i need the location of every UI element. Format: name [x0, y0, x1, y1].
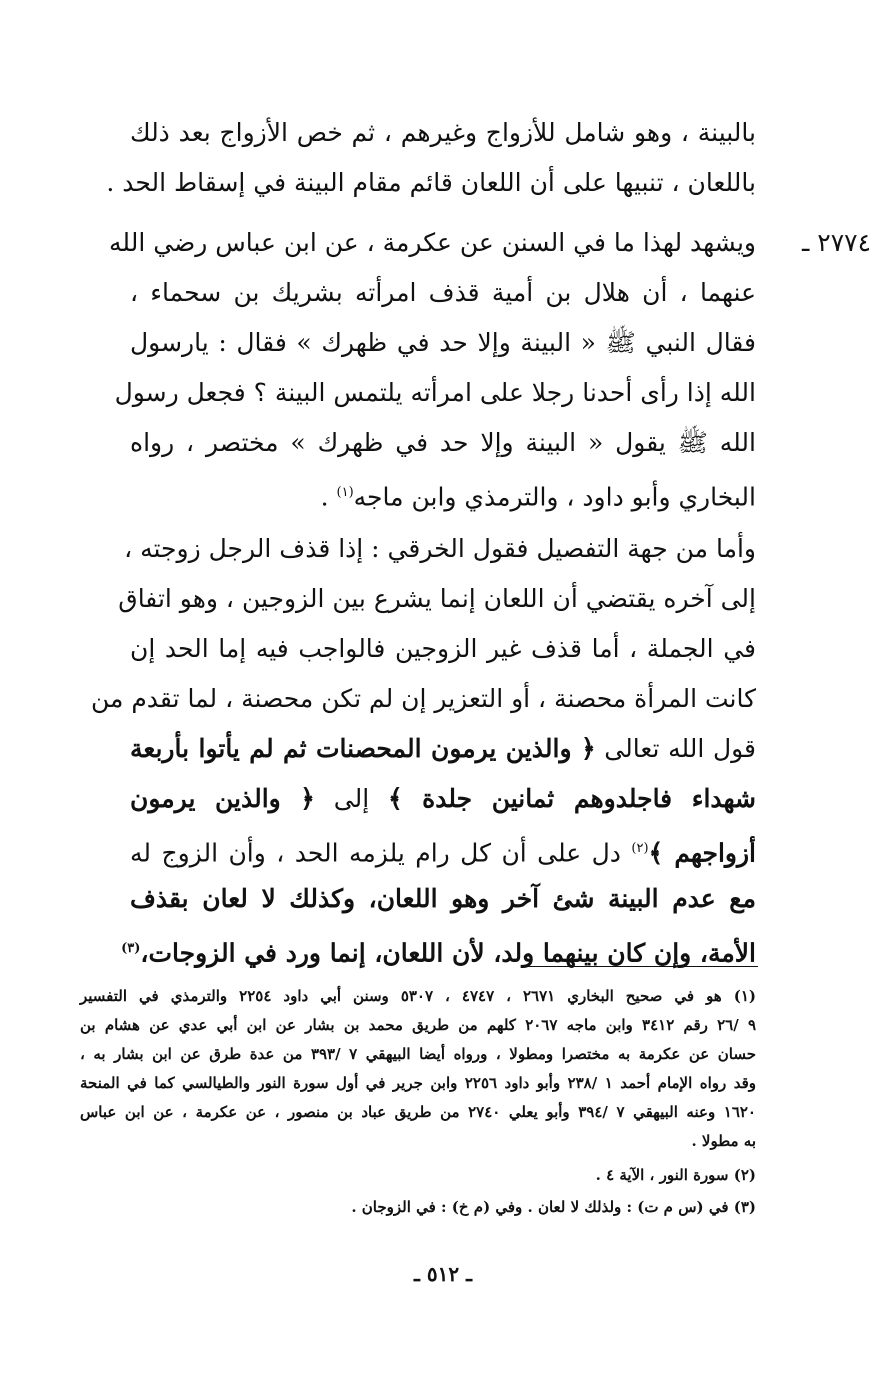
footnote-line: حسان عن عكرمة به مختصرا ومطولا ، ورواه أيضا البيهقي ٧ /٣٩٣ من عدة طرق عن ابن بشار به ،	[80, 1045, 756, 1063]
quran-quote: أزواجهم ﴾	[648, 838, 757, 868]
body-line: مع عدم البينة شئ آخر وهو اللعان، وكذلك لا لعان بقذف	[130, 884, 756, 913]
body-line: الله ﷺ يقول « البينة وإلا حد في ظهرك » مختصر ، رواه	[130, 428, 756, 457]
footnote-line: به مطولا .	[691, 1132, 756, 1150]
body-line: إلى آخره يقتضي أن اللعان إنما يشرع بين الزوجين ، وهو اتفاق	[118, 584, 756, 613]
footnote-line: ٩ /٢٦ رقم ٣٤١٢ وابن ماجه ٢٠٦٧ كلهم من طريق محمد بن بشار عن ابن أبي عدي عن هشام بن	[80, 1016, 757, 1034]
body-line: فقال النبي ﷺ « البينة وإلا حد في ظهرك » فقال : يارسول	[130, 328, 756, 357]
footnote-line: (١) هو في صحيح البخاري ٢٦٧١ ، ٤٧٤٧ ، ٥٣٠٧ وسنن أبي داود ٢٢٥٤ والترمذي في التفسير	[80, 987, 756, 1005]
quran-quote: شهداء فاجلدوهم ثمانين جلدة ﴾	[387, 784, 756, 813]
quran-quote: ﴿ والذين يرمون المحصنات ثم لم يأتوا بأربعة	[130, 734, 596, 763]
body-line: وأما من جهة التفصيل فقول الخرقي : إذا قذف الرجل زوجته ،	[124, 534, 756, 563]
footnote-line: وقد رواه الإمام أحمد ١ /٢٣٨ وأبو داود ٢٢٥٦ وابن جرير في أول سورة النور والطيالسي كما في المنحة	[80, 1074, 756, 1092]
body-line: بالبينة ، وهو شامل للأزواج وغيرهم ، ثم خص الأزواج بعد ذلك	[130, 118, 756, 147]
footnote-line: (٢) سورة النور ، الآية ٤ .	[595, 1166, 756, 1184]
footnote-line: ١٦٢٠ وعنه البيهقي ٧ /٣٩٤ وأبو يعلي ٢٧٤٠ من طريق عباد بن منصور ، عن عكرمة ، عن ابن عباس	[80, 1103, 756, 1121]
page-number: ـ ٥١٢ ـ	[414, 1262, 472, 1286]
hadith-number: ٢٧٧٤ ـ	[802, 228, 871, 257]
footnote-ref: (٢)	[631, 841, 649, 856]
footnote-line: (٣) في (س م ت) : ولذلك لا لعان . وفي (م خ) : في الزوجان .	[351, 1198, 756, 1216]
body-line: عنهما ، أن هلال بن أمية قذف امرأته بشريك بن سحماء ،	[130, 278, 756, 307]
body-line: البخاري وأبو داود ، والترمذي وابن ماجه$^{(١)}$ .	[320, 482, 756, 512]
footnote-ref: (٣)	[121, 941, 141, 956]
footnote-separator	[522, 966, 758, 967]
body-line: الله إذا رأى أحدنا رجلا على امرأته يلتمس البينة ؟ فجعل رسول	[114, 378, 756, 407]
quran-quote: ﴿ والذين يرمون	[130, 784, 315, 813]
body-line: باللعان ، تنبيها على أن اللعان قائم مقام البينة في إسقاط الحد .	[106, 168, 756, 197]
body-line: كانت المرأة محصنة ، أو التعزير إن لم تكن محصنة ، لما تقدم من	[90, 684, 756, 713]
footnote-ref: (١)	[336, 485, 354, 500]
body-line: في الجملة ، أما قذف غير الزوجين فالواجب فيه إما الحد إن	[130, 634, 756, 663]
body-line: قول الله تعالى ﴿ والذين يرمون المحصنات ثم لم يأتوا بأربعة	[130, 734, 757, 763]
body-line: ويشهد لهذا ما في السنن عن عكرمة ، عن ابن عباس رضي الله	[109, 228, 756, 257]
body-line: أزواجهم ﴾$^{(٢)}$ دل على أن كل رام يلزمه الحد ، وأن الزوج له	[130, 838, 757, 868]
body-line: الأمة، وإن كان بينهما ولد، لأن اللعان، إنما ورد في الزوجات،$^{(٣)}$	[121, 938, 756, 968]
body-line: شهداء فاجلدوهم ثمانين جلدة ﴾ إلى ﴿ والذين يرمون	[130, 784, 756, 813]
